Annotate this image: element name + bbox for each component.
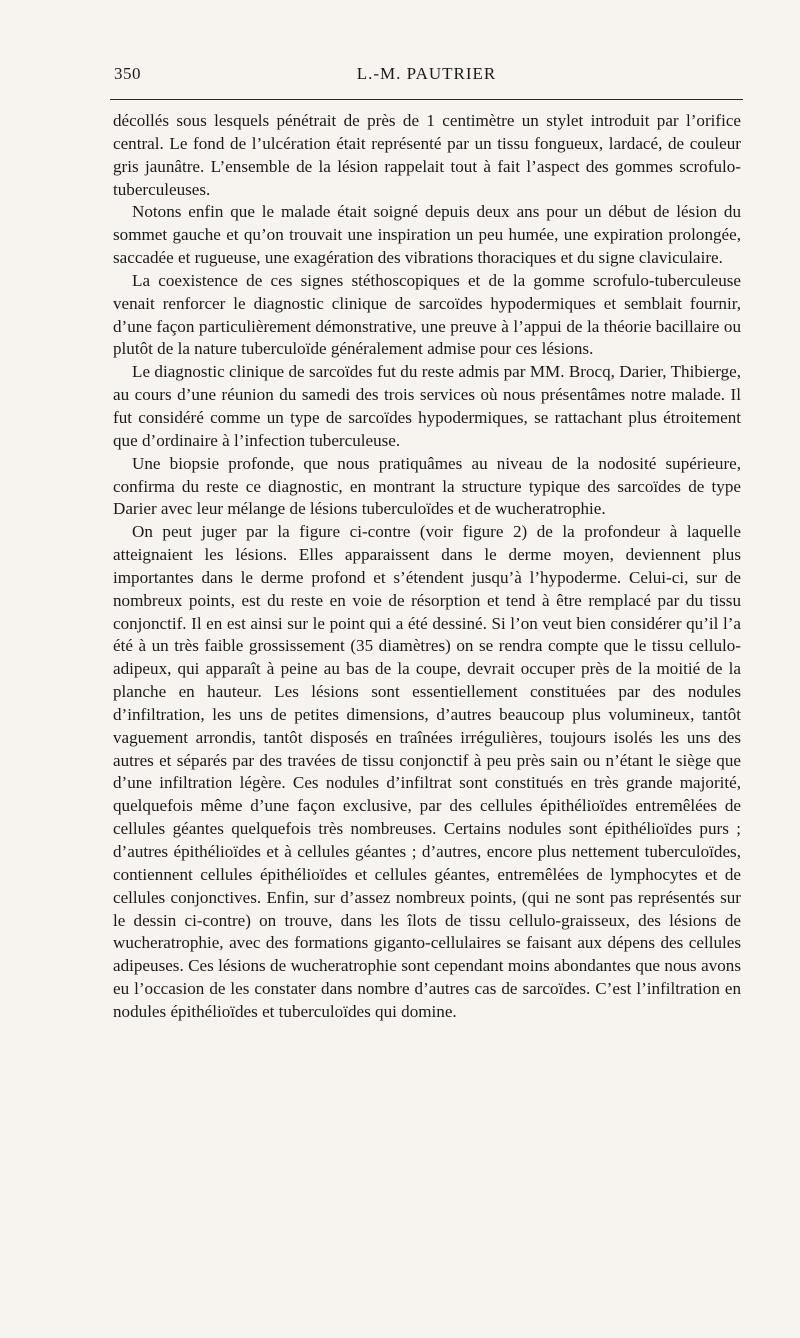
running-title: L.-M. PAUTRIER <box>356 64 497 83</box>
body-text <box>113 110 741 1024</box>
paragraph: Notons enfin que le malade était soigné depuis deux ans pour un début de lésion du sommet gauche et qu’on trouvait une inspiration un peu humée, une expiration prolongée, saccadée et rugueuse, une exagération des vibrations thoraciques et du signe claviculaire. <box>113 202 741 268</box>
paragraph: Le diagnostic clinique de sarcoïdes fut du reste admis par MM. Brocq, Darier, Thibierge, au cours d’une réunion du samedi des trois services où nous présentâmes notre malade. Il fut considéré comme un type de sarcoïdes hypodermiques, se rattachant plus étroitement que d’ordinaire à l’infection tuberculeuse. <box>113 362 741 450</box>
paragraph: La coexistence de ces signes stéthoscopiques et de la gomme scrofulo-tuberculeuse venait renforcer le diagnostic clinique de sarcoïdes hypodermiques et semblait fournir, d’une façon particulièrement démonstrative, une preuve à l’appui de la théorie bacillaire ou plutôt de la nature tuberculoïde généralement admise pour ces lésions. <box>113 270 741 359</box>
page-header <box>110 64 743 88</box>
header-rule <box>110 99 743 100</box>
paragraph: Une biopsie profonde, que nous pratiquâmes au niveau de la nodosité supérieure, confirma du reste ce diagnostic, en montrant la structure typique des sarcoïdes de type Darier avec leur mélange de lésions tuberculoïdes et de wucheratrophie. <box>113 453 741 519</box>
paragraph: décollés sous lesquels pénétrait de près de 1 centimètre un stylet introduit par l’orifice central. Le fond de l’ulcération était représenté par un tissu fongueux, lardacé, de couleur gris jaunâtre. L’ensemble de la lésion rappelait tout à fait l’aspect des gommes scrofulo-tuberculeuses. <box>113 111 741 199</box>
paragraph: On peut juger par la figure ci-contre (voir figure 2) de la profondeur à laquelle atteignaient les lésions. Elles apparaissent dans le derme moyen, deviennent plus importantes dans le derme profond et s’étendent jusqu’à l’hypoderme. Celui-ci, sur de nombreux points, est du reste en voie de résorption et tend à être remplacé par du tissu conjonctif. Il en est ainsi sur le point qui a été dessiné. Si l’on veut bien considérer qu’il l’a été à un très faible grossissement (35 diamètres) on se rendra compte que le tissu cellulo-adipeux, qui apparaît à peine au bas de la coupe, devrait occuper près de la moitié de la planche en hauteur. Les lésions sont essentiellement constituées par des nodules d’infiltration, les uns de petites dimensions, d’autres beaucoup plus volumineux, tantôt vaguement arrondis, tantôt disposés en traînées irrégulières, toujours isolés les uns des autres et séparés par des travées de tissu conjonctif à peu près sain ou n’étant le siège que d’une infiltration légère. Ces nodules d’infiltrat sont constitués en très grande majorité, quelquefois même d’une façon exclusive, par des cellules épithélioïdes entremêlées de cellules géantes quelquefois très nombreuses. Certains nodules sont épithélioïdes purs ; d’autres épithélioïdes et à cellules géantes ; d’autres, encore plus nettement tuberculoïdes, contiennent cellules épithélioïdes et cellules géantes, entremêlées de lymphocytes et de cellules conjonctives. Enfin, sur d’assez nombreux points, (qui ne sont pas représentés sur le dessin ci-contre) on trouve, dans les îlots de tissu cellulo-graisseux, des lésions de wucheratrophie, avec des formations giganto-cellulaires se faisant aux dépens des cellules adipeuses. Ces lésions de wucheratrophie sont cependant moins abondantes que nous avons eu l’occasion de les constater dans nombre d’autres cas de sarcoïdes. C’est l’infiltration en nodules épithélioïdes et tuberculoïdes qui domine. <box>113 522 741 1021</box>
page-number: 350 <box>114 64 141 83</box>
